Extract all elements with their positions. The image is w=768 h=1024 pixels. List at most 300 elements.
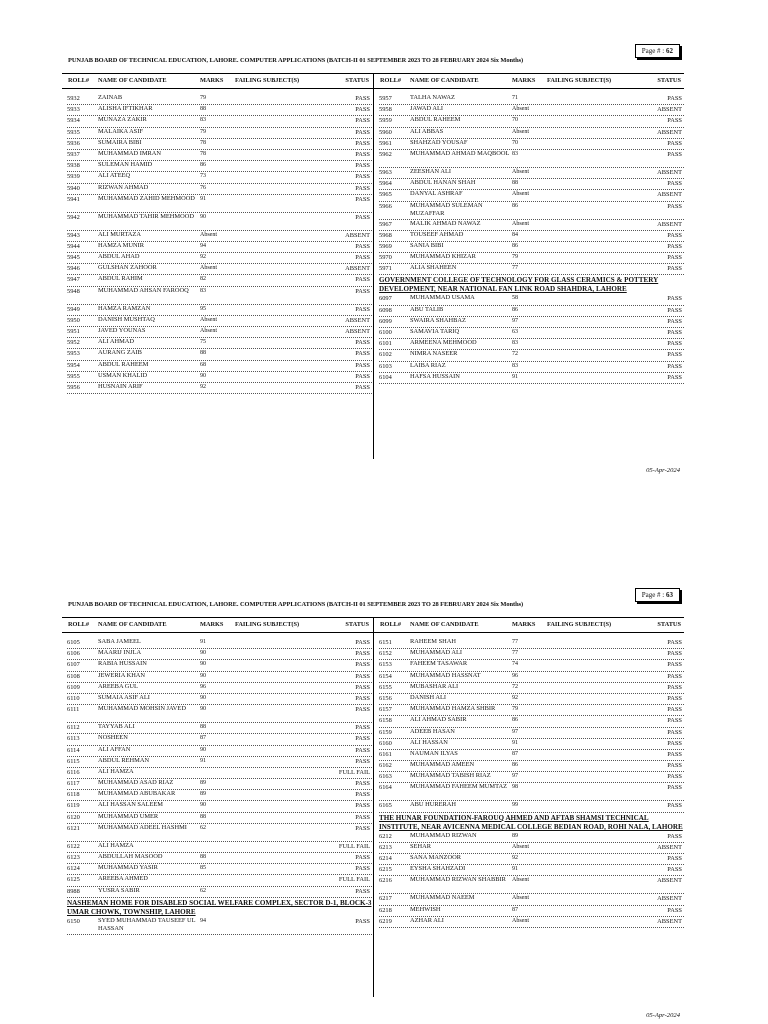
col-roll: ROLL#: [68, 621, 89, 628]
roll-number: 6101: [379, 340, 392, 348]
candidate-name: MUBASHAR ALI: [410, 682, 459, 690]
status-value: PASS: [667, 706, 682, 714]
candidate-name: AZHAR ALI: [410, 916, 444, 924]
status-value: ABSENT: [657, 128, 682, 136]
roll-number: 6122: [67, 842, 80, 850]
candidate-name: ABDULLAH MASOOD: [98, 853, 163, 860]
status-value: PASS: [667, 265, 682, 273]
candidate-name: ZAINAB: [98, 94, 123, 101]
col-failing: FAILING SUBJECT(S): [235, 77, 300, 84]
status-value: FULL FAIL: [338, 876, 370, 884]
col-name: NAME OF CANDIDATE: [98, 77, 167, 84]
marks-value: 72: [512, 683, 518, 690]
col-status: STATUS: [657, 621, 681, 628]
status-value: ABSENT: [345, 328, 370, 335]
marks-value: 89: [200, 791, 206, 798]
candidate-name: NOSHEEN: [98, 734, 128, 742]
roll-number: 6216: [379, 877, 392, 885]
status-value: PASS: [355, 339, 370, 347]
result-row: [379, 253, 684, 264]
candidate-name: MUHAMMAD IMRAN: [98, 149, 162, 157]
status-value: ABSENT: [657, 106, 682, 114]
candidate-name: MAARIJ INJLA: [98, 649, 142, 657]
status-value: PASS: [667, 639, 682, 646]
roll-number: 6118: [67, 791, 80, 799]
roll-number: 6152: [379, 650, 392, 658]
roll-number: 6109: [67, 683, 80, 691]
marks-value: 91: [200, 639, 206, 645]
candidate-name: DANISH ALI: [410, 693, 447, 701]
status-value: PASS: [667, 762, 682, 770]
marks-value: 84: [512, 231, 518, 238]
status-value: PASS: [355, 254, 370, 262]
result-row: [379, 94, 684, 105]
result-row: [67, 649, 372, 660]
marks-value: 78: [200, 139, 206, 146]
candidate-name: MUHAMMAD UMER: [98, 812, 159, 820]
marks-value: 75: [200, 339, 206, 346]
candidate-name: TOUSEEF AHMAD: [410, 230, 464, 238]
col-name: NAME OF CANDIDATE: [410, 621, 479, 628]
roll-number: 6214: [379, 855, 392, 862]
marks-value: 68: [200, 361, 206, 368]
marks-value: 91: [512, 866, 518, 873]
marks-value: 73: [200, 173, 206, 180]
candidate-name: ALI HASSAN SALEEM: [98, 801, 163, 809]
status-value: PASS: [355, 802, 370, 810]
result-row: [67, 864, 372, 875]
result-row: [67, 917, 372, 935]
result-row: [379, 638, 684, 649]
roll-number: 6104: [379, 373, 392, 381]
candidate-name: EYSHA SHAHZADI: [410, 865, 466, 873]
result-row: [67, 361, 372, 372]
candidate-name: HAMZA RAMZAN: [98, 304, 151, 312]
status-value: PASS: [355, 639, 370, 646]
roll-number: 6107: [67, 661, 80, 669]
marks-value: 91: [200, 195, 206, 202]
result-row: [67, 887, 372, 898]
candidate-name: ALI AFFAN: [98, 745, 131, 753]
roll-number: 5933: [67, 106, 80, 114]
col-marks: MARKS: [512, 621, 536, 628]
result-row: [379, 906, 684, 917]
candidate-name: MUHAMMAD AMEEN: [410, 761, 475, 769]
roll-number: 5963: [379, 168, 392, 176]
result-row: [67, 161, 372, 172]
result-row: [67, 801, 372, 812]
candidate-name: AREEBA AHMED: [98, 875, 148, 883]
candidate-name: MUHAMMAD ASAD RIAZ: [98, 779, 174, 787]
result-row: [379, 672, 684, 683]
result-row: [67, 316, 372, 327]
result-row: [67, 231, 372, 242]
status-value: PASS: [355, 791, 370, 799]
marks-value: 96: [200, 683, 206, 690]
result-row: [379, 220, 684, 231]
status-value: PASS: [667, 95, 682, 102]
candidate-name: MUHAMMAD TABISH RIAZ: [410, 772, 491, 780]
column-header-right: [373, 618, 685, 632]
result-row: [67, 139, 372, 150]
roll-number: 6213: [379, 843, 392, 851]
column-header-right: [373, 74, 685, 88]
marks-value: 70: [512, 117, 518, 124]
result-row: [67, 253, 372, 264]
roll-number: 5937: [67, 150, 80, 158]
roll-number: 6113: [67, 735, 80, 743]
roll-number: 5961: [379, 139, 392, 147]
roll-number: 5945: [67, 254, 80, 262]
roll-number: 5944: [67, 242, 80, 250]
candidate-name: MUHAMMAD HAMZA SHBIR: [410, 705, 496, 713]
roll-number: 6097: [379, 295, 392, 303]
result-row: [67, 94, 372, 105]
marks-value: 90: [200, 650, 206, 657]
marks-value: 86: [200, 162, 206, 169]
marks-value: 96: [512, 672, 518, 679]
sheet-title: PUNJAB BOARD OF TECHNICAL EDUCATION, LAHORE. COMPUTER APPLICATIONS (BATCH-II 01 SEPTEMBER 2023 TO 28 FEBRUARY 2024 Six Months): [68, 601, 524, 608]
status-value: PASS: [355, 173, 370, 181]
status-value: ABSENT: [657, 895, 682, 903]
result-row: [379, 894, 684, 905]
result-sheet-page-62: [62, 44, 684, 484]
roll-number: 6124: [67, 865, 80, 873]
result-list-right: [379, 638, 684, 928]
result-row: [379, 373, 684, 384]
roll-number: 5946: [67, 265, 80, 273]
status-value: PASS: [667, 832, 682, 840]
result-row: [67, 705, 372, 723]
roll-number: 6158: [379, 717, 392, 725]
roll-number: 6165: [379, 802, 392, 810]
result-row: [379, 294, 684, 305]
result-row: [379, 649, 684, 660]
marks-value: 92: [200, 383, 206, 390]
roll-number: 6116: [67, 768, 80, 776]
result-row: [67, 853, 372, 864]
candidate-name: SWAIRA SHAHBAZ: [410, 316, 466, 324]
result-row: [67, 116, 372, 127]
page-number: 63: [666, 591, 673, 599]
candidate-name: ALI HASSAN: [410, 738, 448, 746]
status-value: PASS: [667, 306, 682, 314]
candidate-name: MUHAMMAD SULEMAN MUZAFFAR: [410, 201, 483, 217]
candidate-name: TALHA NAWAZ: [410, 94, 455, 101]
marks-value: 77: [512, 650, 518, 657]
col-name: NAME OF CANDIDATE: [98, 621, 167, 628]
result-row: [379, 683, 684, 694]
marks-value: 90: [200, 694, 206, 701]
marks-value: 90: [200, 706, 206, 713]
candidate-name: FAHEEM TASAWAR: [410, 660, 468, 668]
result-row: [379, 739, 684, 750]
marks-value: 94: [200, 917, 206, 924]
roll-number: 5966: [379, 202, 392, 210]
candidate-name: MUHAMMAD ZAHID MEHMOOD: [98, 194, 195, 202]
roll-number: 6123: [67, 854, 80, 861]
result-row: [67, 150, 372, 161]
marks-value: Absent: [512, 168, 529, 175]
candidate-name: MUHAMMAD USAMA: [410, 294, 475, 302]
page-number-label: Page # :: [641, 591, 665, 599]
candidate-name: ABDUL HANAN SHAH: [410, 179, 476, 187]
status-value: PASS: [355, 139, 370, 147]
roll-number: 8988: [67, 887, 80, 895]
candidate-name: DANISH MUSHTAQ: [98, 315, 155, 323]
marks-value: 86: [512, 306, 518, 313]
result-row: [379, 694, 684, 705]
result-row: [67, 824, 372, 842]
marks-value: 79: [200, 128, 206, 135]
candidate-name: MUHAMMAD RIZWAN: [410, 831, 477, 839]
roll-number: 6120: [67, 813, 80, 821]
col-roll: ROLL#: [380, 77, 401, 84]
roll-number: 6154: [379, 672, 392, 680]
result-row: [67, 672, 372, 683]
marks-value: 85: [200, 865, 206, 872]
column-header-left: [62, 618, 373, 632]
result-row: [379, 865, 684, 876]
marks-value: Absent: [512, 843, 529, 850]
result-row: [67, 213, 372, 231]
status-value: PASS: [355, 162, 370, 170]
col-roll: ROLL#: [68, 77, 89, 84]
marks-value: 71: [512, 95, 518, 101]
status-value: PASS: [667, 784, 682, 792]
col-roll: ROLL#: [380, 621, 401, 628]
roll-number: 5942: [67, 213, 80, 221]
marks-value: 90: [200, 661, 206, 668]
marks-value: 89: [200, 780, 206, 787]
candidate-name: ARMEENA MEHMOOD: [410, 339, 477, 347]
column-divider: [373, 617, 374, 997]
result-row: [67, 383, 372, 394]
roll-number: 6103: [379, 362, 392, 370]
marks-value: Absent: [512, 895, 529, 902]
candidate-name: SEHAR: [410, 842, 431, 850]
result-row: [379, 362, 684, 373]
marks-value: 99: [512, 802, 518, 809]
roll-number: 6219: [379, 917, 392, 925]
status-value: ABSENT: [345, 316, 370, 324]
status-value: PASS: [667, 180, 682, 188]
roll-number: 5939: [67, 173, 80, 181]
candidate-name: SUMAIRA BIBI: [98, 138, 142, 146]
candidate-name: MUHAMMAD KHIZAR: [410, 253, 476, 261]
result-row: [67, 338, 372, 349]
candidate-name: HUSNAIN ARIF: [98, 382, 143, 390]
result-row: [67, 694, 372, 705]
roll-number: 5954: [67, 361, 80, 369]
result-row: [379, 264, 684, 275]
roll-number: 6100: [379, 329, 392, 336]
roll-number: 6106: [67, 650, 80, 658]
marks-value: 88: [200, 813, 206, 820]
candidate-name: ALI HAMZA: [98, 841, 134, 849]
institution-heading: NASHEMAN HOME FOR DISABLED SOCIAL WELFARE COMPLEX, SECTOR D-1, BLOCK-3 UMAR CHOWK, TOWNSHIP, LAHORE: [67, 898, 372, 916]
marks-value: 86: [512, 717, 518, 724]
result-row: [67, 305, 372, 316]
result-row: [67, 287, 372, 305]
result-row: [379, 139, 684, 150]
candidate-name: ABDUL RAHEEM: [410, 116, 461, 124]
roll-number: 5964: [379, 180, 392, 188]
result-row: [67, 195, 372, 213]
status-value: PASS: [667, 295, 682, 303]
result-row: [379, 168, 684, 179]
status-value: PASS: [667, 866, 682, 874]
roll-number: 5968: [379, 231, 392, 239]
roll-number: 5971: [379, 265, 392, 273]
candidate-name: ABDUL AHAD: [98, 253, 140, 261]
candidate-name: MUHAMMAD YASIR: [98, 864, 158, 872]
status-value: PASS: [667, 351, 682, 359]
status-value: PASS: [667, 117, 682, 125]
candidate-name: SANA MANZOOR: [410, 854, 461, 861]
status-value: PASS: [355, 824, 370, 832]
candidate-name: ABDUL REHMAN: [98, 756, 150, 764]
marks-value: 72: [512, 351, 518, 358]
status-value: PASS: [667, 373, 682, 381]
status-value: PASS: [355, 661, 370, 669]
status-value: PASS: [667, 906, 682, 914]
roll-number: 5932: [67, 95, 80, 102]
roll-number: 5947: [67, 276, 80, 284]
roll-number: 6151: [379, 639, 392, 646]
candidate-name: NAUMAN ILYAS: [410, 749, 458, 757]
marks-value: 70: [512, 139, 518, 146]
roll-number: 6102: [379, 351, 392, 359]
roll-number: 5935: [67, 128, 80, 136]
status-value: PASS: [355, 780, 370, 788]
roll-number: 5934: [67, 117, 80, 125]
roll-number: 5953: [67, 350, 80, 358]
candidate-name: SHAHZAD YOUSAF: [410, 138, 468, 146]
roll-number: 5970: [379, 254, 392, 262]
result-row: [379, 317, 684, 328]
candidate-name: ALI ATEEQ: [98, 172, 131, 180]
candidate-name: MUHAMMAD HASSNAT: [410, 671, 481, 679]
col-marks: MARKS: [200, 77, 224, 84]
result-row: [379, 190, 684, 201]
status-value: PASS: [667, 231, 682, 239]
result-row: [67, 723, 372, 734]
roll-number: 6108: [67, 672, 80, 680]
status-value: PASS: [667, 728, 682, 736]
result-row: [379, 843, 684, 854]
candidate-name: ALI AHMAD SABIR: [410, 716, 467, 724]
marks-value: 89: [512, 832, 518, 839]
candidate-name: ALI MURTAZA: [98, 230, 141, 238]
roll-number: 5941: [67, 195, 80, 203]
candidate-name: NIMRA NASEER: [410, 350, 458, 358]
candidate-name: SYED MUHAMMAD TAUSEEF UL HASSAN: [98, 916, 196, 933]
status-value: PASS: [355, 757, 370, 765]
candidate-name: MEHWISH: [410, 905, 441, 913]
marks-value: 88: [200, 854, 206, 860]
roll-number: 5948: [67, 287, 80, 295]
result-row: [67, 875, 372, 886]
status-value: PASS: [667, 661, 682, 669]
status-value: PASS: [355, 865, 370, 873]
roll-number: 5969: [379, 242, 392, 250]
status-value: PASS: [667, 340, 682, 348]
result-row: [379, 105, 684, 116]
marks-value: 76: [200, 184, 206, 191]
marks-value: Absent: [512, 106, 529, 113]
status-value: PASS: [667, 362, 682, 370]
candidate-name: YUSRA SABIR: [98, 886, 140, 894]
result-row: [67, 242, 372, 253]
result-row: [379, 128, 684, 139]
status-value: FULL FAIL: [338, 842, 370, 850]
status-value: ABSENT: [657, 220, 682, 228]
result-row: [379, 728, 684, 739]
marks-value: 91: [200, 757, 206, 764]
candidate-name: HAMZA MUNIR: [98, 241, 144, 249]
result-list-left: [67, 638, 372, 935]
result-row: [379, 716, 684, 727]
result-row: [67, 638, 372, 649]
status-value: PASS: [355, 383, 370, 391]
marks-value: 90: [200, 213, 206, 220]
result-row: [67, 660, 372, 671]
roll-number: 5940: [67, 184, 80, 192]
result-row: [67, 734, 372, 745]
candidate-name: MUNAZA ZAKIR: [98, 116, 147, 124]
candidate-name: HAFSA HUSSAIN: [410, 372, 460, 380]
col-name: NAME OF CANDIDATE: [410, 77, 479, 84]
status-value: PASS: [667, 683, 682, 691]
status-value: PASS: [667, 855, 682, 862]
marks-value: 98: [512, 784, 518, 791]
candidate-name: SULEMAN HAMID: [98, 161, 153, 169]
marks-value: 90: [200, 746, 206, 753]
marks-value: 90: [200, 802, 206, 809]
candidate-name: TAYYAB ALI: [98, 723, 135, 731]
result-row: [67, 275, 372, 286]
candidate-name: RIZWAN AHMAD: [98, 183, 149, 191]
roll-number: 5962: [379, 150, 392, 158]
roll-number: 5949: [67, 305, 80, 313]
marks-value: 86: [512, 202, 518, 209]
marks-value: 63: [512, 329, 518, 335]
marks-value: 82: [200, 276, 206, 283]
marks-value: 79: [512, 706, 518, 713]
roll-number: 6164: [379, 784, 392, 792]
roll-number: 6155: [379, 683, 392, 691]
candidate-name: MUHAMMAD ADEEL HASHMI: [98, 823, 187, 831]
status-value: ABSENT: [657, 168, 682, 176]
candidate-name: SUMAIA ASIF ALI: [98, 693, 150, 701]
result-row: [67, 813, 372, 824]
candidate-name: GULSHAN ZAHOOR: [98, 264, 157, 272]
result-row: [379, 801, 684, 812]
status-value: PASS: [355, 917, 370, 925]
result-row: [379, 876, 684, 894]
marks-value: 62: [200, 824, 206, 831]
marks-value: 83: [512, 362, 518, 369]
marks-value: 86: [512, 242, 518, 249]
status-value: PASS: [355, 195, 370, 203]
marks-value: Absent: [512, 877, 529, 884]
result-row: [67, 372, 372, 383]
roll-number: 6125: [67, 876, 80, 884]
status-value: PASS: [667, 773, 682, 781]
status-value: PASS: [355, 184, 370, 192]
status-value: PASS: [355, 724, 370, 732]
